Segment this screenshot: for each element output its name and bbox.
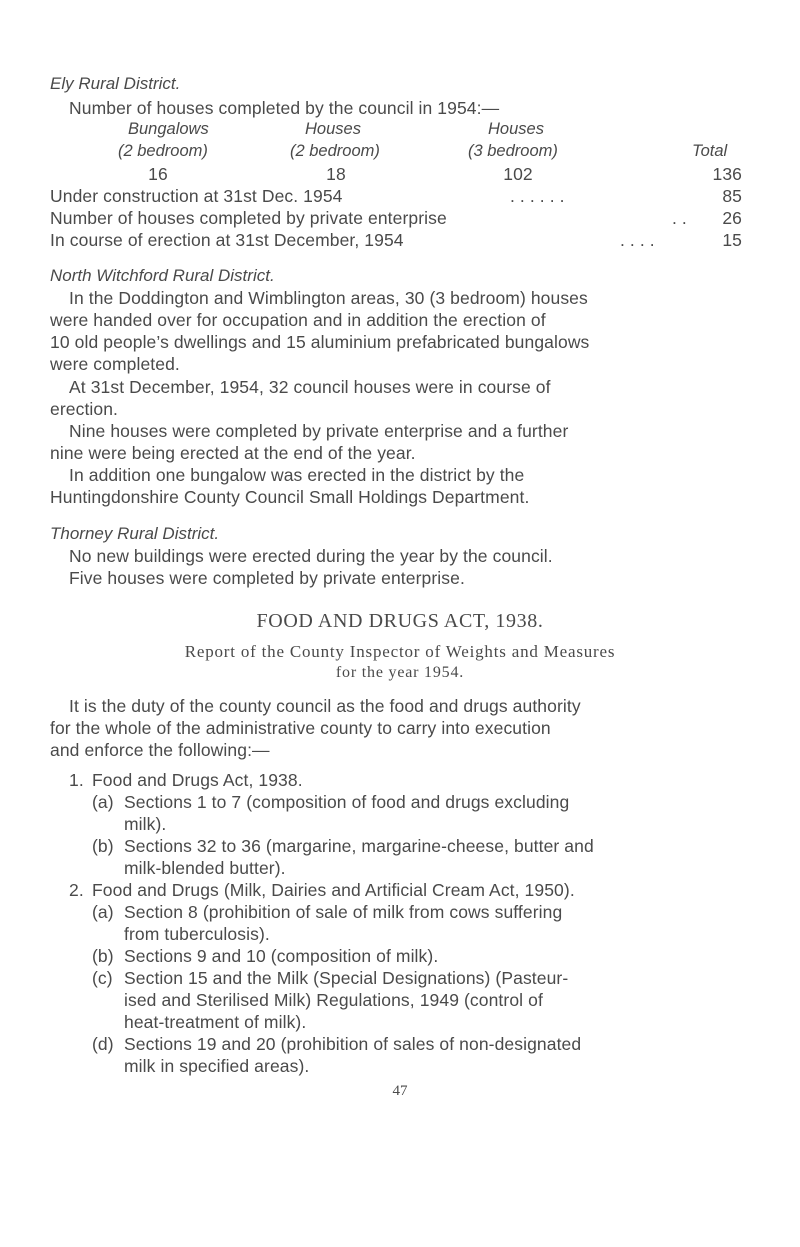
nw-p2-line: erection. (50, 399, 119, 419)
ely-row-label: In course of erection at 31st December, 1954 (50, 230, 404, 250)
ely-row-value: 85 (722, 186, 742, 206)
item-text: Food and Drugs (Milk, Dairies and Artificial Cream Act, 1950). (92, 880, 575, 900)
page-number: 47 (392, 1083, 408, 1099)
ely-row-dots: . . . . (620, 230, 655, 250)
food-intro-line: and enforce the following:— (50, 740, 270, 760)
nw-p3-line: nine were being erected at the end of the year. (50, 443, 416, 463)
ely-intro: Number of houses completed by the council in 1954:— (69, 98, 500, 118)
nw-p4-line: Huntingdonshire County Council Small Holdings Department. (50, 487, 530, 507)
item-text: Food and Drugs Act, 1938. (92, 770, 303, 790)
nw-p1-line: were completed. (50, 354, 180, 374)
sub-letter: (a) (92, 902, 114, 922)
sub-line: Section 15 and the Milk (Special Designations) (Pasteur- (124, 968, 569, 988)
thorney-heading: Thorney Rural District. (50, 524, 220, 543)
sub-letter: (b) (92, 946, 114, 966)
col3-value: 102 (503, 164, 533, 184)
nw-p4-line: In addition one bungalow was erected in the district by the (69, 465, 525, 485)
ely-row-dots: . . (672, 208, 687, 228)
item-number: 2. (69, 880, 84, 900)
sub-line: heat-treatment of milk). (124, 1012, 307, 1032)
nw-p1-line: In the Doddington and Wimblington areas, 30 (3 bedroom) houses (69, 288, 588, 308)
sub-letter: (a) (92, 792, 114, 812)
sub-letter: (d) (92, 1034, 114, 1054)
ely-row-label: Number of houses completed by private enterprise (50, 208, 447, 228)
sub-line: Sections 1 to 7 (composition of food and drugs excluding (124, 792, 570, 812)
col2-head1: Houses (305, 120, 361, 138)
food-act-title: FOOD AND DRUGS ACT, 1938. (256, 610, 544, 632)
sub-line: Sections 32 to 36 (margarine, margarine-cheese, butter and (124, 836, 594, 856)
food-intro-line: for the whole of the administrative county to carry into execution (50, 718, 551, 738)
nw-p3-line: Nine houses were completed by private enterprise and a further (69, 421, 569, 441)
sub-line: milk-blended butter). (124, 858, 286, 878)
col4-value: 136 (712, 164, 742, 184)
item-number: 1. (69, 770, 84, 790)
report-heading-text: for the year 1954. (335, 664, 465, 681)
sub-line: from tuberculosis). (124, 924, 270, 944)
sub-letter: (b) (92, 836, 114, 856)
report-heading-line2 (0, 664, 800, 682)
sub-line: milk). (124, 814, 167, 834)
ely-row-value: 26 (722, 208, 742, 228)
nw-p1-line: 10 old people’s dwellings and 15 aluminium prefabricated bungalows (50, 332, 590, 352)
report-heading-line1 (0, 642, 800, 662)
sub-line: milk in specified areas). (124, 1056, 310, 1076)
col1-head2: (2 bedroom) (118, 142, 208, 160)
col2-head2: (2 bedroom) (290, 142, 380, 160)
sub-line: Sections 19 and 20 (prohibition of sales of non-designated (124, 1034, 582, 1054)
thorney-line: No new buildings were erected during the year by the council. (69, 546, 553, 566)
col2-value: 18 (326, 164, 346, 184)
sub-line: Section 8 (prohibition of sale of milk from cows suffering (124, 902, 563, 922)
col3-head1: Houses (488, 120, 544, 138)
ely-row-dots: . . . . . . (510, 186, 565, 206)
col3-head2: (3 bedroom) (468, 142, 558, 160)
ely-row-value: 15 (722, 230, 742, 250)
ely-heading: Ely Rural District. (50, 74, 181, 93)
nw-p2-line: At 31st December, 1954, 32 council houses were in course of (69, 377, 551, 397)
col4-head2: Total (692, 142, 728, 160)
col1-value: 16 (148, 164, 168, 184)
report-heading-text: Report of the County Inspector of Weights and Measures (184, 642, 616, 661)
col1-head1: Bungalows (128, 120, 209, 138)
thorney-line: Five houses were completed by private enterprise. (69, 568, 465, 588)
sub-line: ised and Sterilised Milk) Regulations, 1949 (control of (124, 990, 543, 1010)
sub-letter: (c) (92, 968, 113, 988)
food-intro-line: It is the duty of the county council as the food and drugs authority (69, 696, 581, 716)
ely-row-label: Under construction at 31st Dec. 1954 (50, 186, 343, 206)
sub-line: Sections 9 and 10 (composition of milk). (124, 946, 439, 966)
nw-p1-line: were handed over for occupation and in addition the erection of (50, 310, 546, 330)
north-witchford-heading: North Witchford Rural District. (50, 266, 275, 285)
